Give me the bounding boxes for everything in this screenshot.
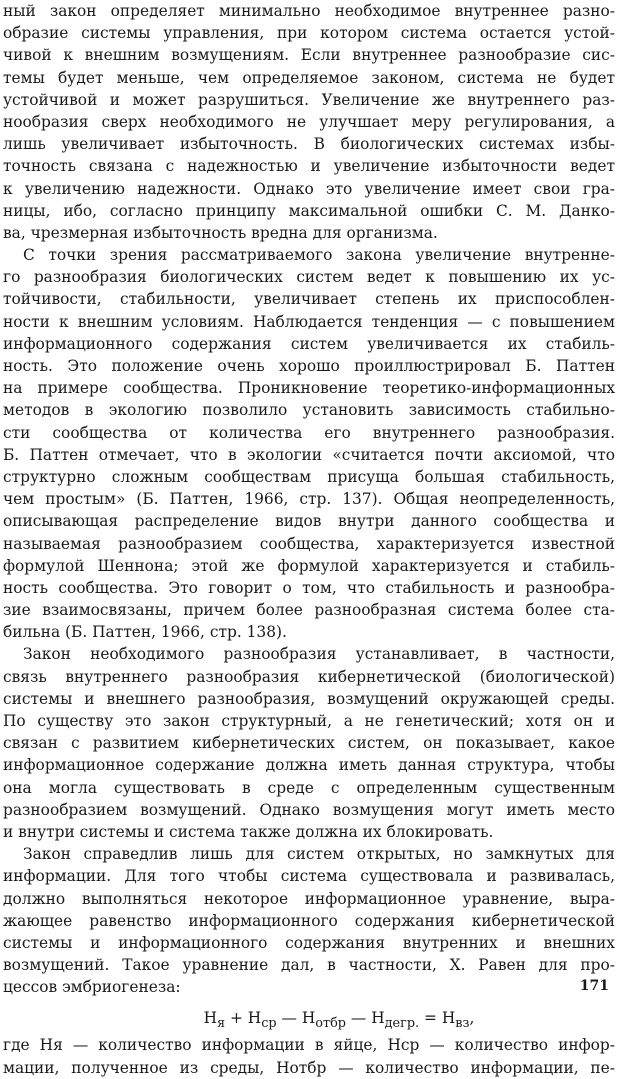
text-line: го разнообразия биологических систем ведет к повышению их ус- (3, 268, 615, 287)
formula-subscript: дегр. (384, 1016, 420, 1032)
formula-term: — H (276, 1009, 316, 1028)
text-line: информационное содержание должна иметь данная структура, чтобы (3, 756, 615, 775)
text-line: ный закон определяет минимально необходимое внутреннее разно- (3, 2, 615, 20)
text-line: методов в экологию позволило установить зависимость стабильно- (3, 401, 615, 420)
book-page (3, 0, 615, 1077)
formula-term: = H (419, 1009, 456, 1028)
text-line: цессов эмбриогенеза: (3, 978, 181, 997)
text-line: должно выполняться некоторое информационное уравнение, выра- (3, 889, 615, 908)
text-line: С точки зрения рассматриваемого закона увеличение внутренне- (23, 246, 615, 265)
formula-equation (3, 998, 615, 1034)
text-line: Закон справедлив лишь для систем открытых, но замкнутых для (23, 845, 615, 864)
formula-subscript: вз (455, 1016, 470, 1032)
text-line: информационного содержания систем увеличивается их стабиль- (3, 334, 615, 353)
text-line: ницы, ибо, согласно принципу максимальной ошибки С. М. Данко- (3, 201, 615, 220)
text-line: системы и информационного содержания внутренних и внешних (3, 933, 615, 952)
text-line: мации, полученное из среды, Hотбр — количество информации, пе- (3, 1058, 615, 1077)
text-line: она могла существовать в среде с определенным существенным (3, 778, 615, 797)
text-line: системы и внешнего разнообразия, возмущений окружающей среды. (3, 689, 615, 708)
text-line: тойчивости, стабильности, увеличивает степень их приспособлен- (3, 290, 615, 309)
closing-text (3, 1034, 615, 1078)
text-line: нообразия сверх необходимого не улучшает меру регулирования, а (3, 112, 615, 131)
text-line: ности к внешним условиям. Наблюдается тенденция — с повышением (3, 312, 615, 331)
text-line: разнообразием возмущений. Однако возмущения могут иметь место (3, 800, 615, 819)
text-line: образие системы управления, при котором система остается устой- (3, 24, 615, 43)
text-line: и внутри системы и система также должна их блокировать. (3, 822, 494, 841)
text-line: ность. Это положение очень хорошо проиллюстрировал Б. Паттен (3, 357, 615, 375)
formula-term: , (469, 1009, 475, 1028)
text-line: бильна (Б. Паттен, 1966, стр. 138). (3, 623, 287, 642)
body-text (3, 0, 615, 998)
formula-term: + H (225, 1009, 262, 1028)
text-line: лишь увеличивает избыточность. В биологических системах избы- (3, 135, 615, 154)
text-line: Б. Паттен отмечает, что в экологии «считается почти аксиомой, что (3, 445, 615, 464)
formula-subscript: отбр (315, 1016, 347, 1032)
text-line: где Hя — количество информации в яйце, Hср — количество инфор- (3, 1036, 615, 1055)
text-line: устойчивой и может разрушиться. Увеличение же внутреннего раз- (3, 90, 615, 109)
text-line: зие взаимосвязаны, причем более разнообразная система более ста- (3, 601, 615, 620)
text-line: точность связана с надежностью и увеличение избыточности ведет (3, 157, 615, 176)
formula-term: — H (346, 1009, 385, 1028)
text-line: жающее равенство информационного содержания кибернетической (3, 911, 615, 930)
text-line: называемая разнообразием сообщества, характеризуется известной (3, 534, 615, 553)
text-line: темы будет меньше, чем определяемое законом, система не будет (3, 68, 615, 87)
text-line: сти сообщества от количества его внутреннего разнообразия. (3, 423, 615, 442)
page-number: 171 (579, 978, 609, 994)
text-line: информации. Для того чтобы система существовала и развивалась, (3, 867, 615, 886)
text-line: ность сообщества. Это говорит о том, что стабильность и разнообра- (3, 578, 615, 597)
text-line: к увеличению надежности. Однако это увеличение имеет свои гра- (3, 179, 615, 198)
text-line: чем простым» (Б. Паттен, 1966, стр. 137). Общая неопределенность, (3, 490, 615, 509)
formula-subscript: ср (261, 1016, 277, 1032)
text-line: описывающая распределение видов внутри данного сообщества и (3, 512, 615, 531)
text-line: Закон необходимого разнообразия устанавливает, в частности, (23, 645, 615, 664)
text-line: формулой Шеннона; этой же формулой характеризуется и стабиль- (3, 556, 615, 575)
text-line: чивой к внешним возмущениям. Если внутреннее разнообразие сис- (3, 46, 615, 65)
text-line: структурно сложным сообществам присуща большая стабильность, (3, 467, 615, 486)
text-line: на примере сообщества. Проникновение теоретико-информационных (3, 379, 615, 398)
text-line: связан с развитием кибернетических систем, он показывает, какое (3, 734, 615, 753)
formula-term: H (203, 1009, 218, 1028)
text-line: ва, чрезмерная избыточность вредна для организма. (3, 223, 438, 242)
text-line: возмущений. Такое уравнение дал, в частности, Х. Равен для про- (3, 956, 615, 975)
text-line: По существу это закон структурный, а не генетический; хотя он и (3, 712, 615, 730)
text-line: связь внутреннего разнообразия кибернетической (биологической) (3, 667, 615, 686)
formula-subscript: я (217, 1016, 226, 1032)
